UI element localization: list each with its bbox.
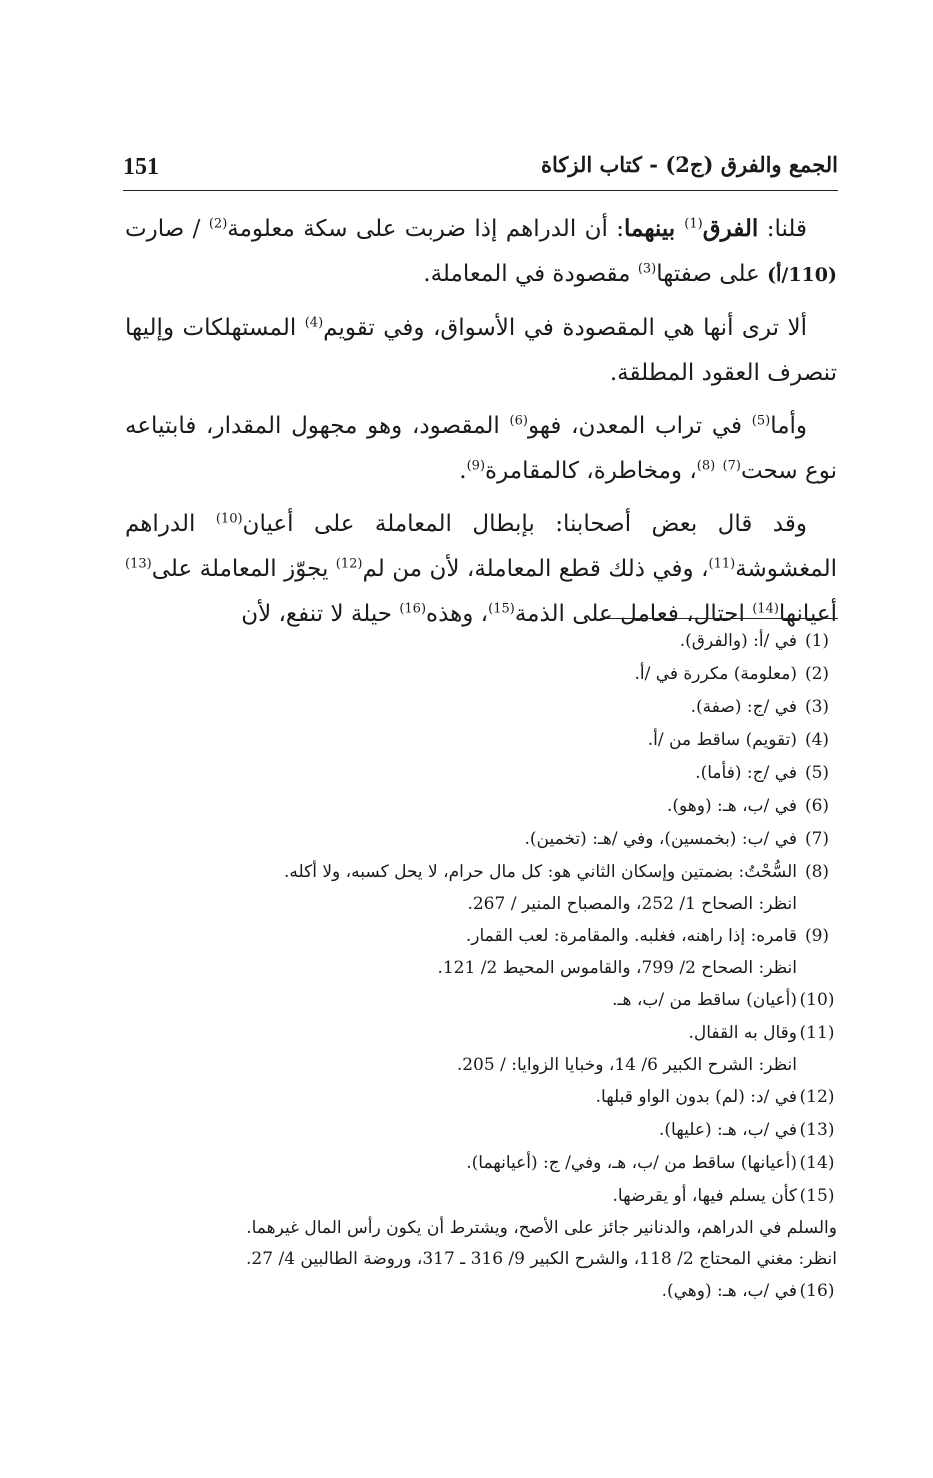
- text-run: على صفتها: [656, 261, 768, 287]
- footnote-ref: (7): [722, 458, 741, 474]
- footnote-item: [125, 1275, 837, 1308]
- footnote-item: [125, 1180, 837, 1275]
- footnote-item: [125, 823, 837, 856]
- footnote-body: [125, 691, 797, 724]
- footnote-ref: (9): [466, 458, 486, 474]
- footnotes: [125, 625, 837, 1308]
- footnote-number: (9): [804, 926, 830, 946]
- text-run: مقصودة في المعاملة.: [423, 261, 638, 287]
- text-run: أعيانها: [778, 601, 837, 627]
- text-run: في تراب المعدن، فهو: [527, 413, 752, 439]
- text-run: احتال، فعامل على الذمة: [514, 601, 753, 627]
- footnote-number: (8): [804, 862, 830, 882]
- footnote-text: في /ب، هـ: (وهي).: [661, 1281, 797, 1301]
- footnote-text: في /ب: (بخمسين)، وفي /هـ: (تخمين).: [524, 829, 797, 849]
- paragraph-4: [125, 502, 837, 637]
- footnote-number: (5): [804, 763, 830, 783]
- footnote-number: (10): [799, 990, 835, 1010]
- paragraph-1: [125, 206, 837, 298]
- footnote-reference: انظر: الصحاح 1/ 252، والمصباح المنير / 267.: [467, 894, 797, 914]
- manuscript-folio-marker: (110/أ): [767, 264, 837, 286]
- text-run: ، وفي ذلك قطع المعاملة، لأن من لم: [362, 556, 709, 582]
- footnote-text: (تقويم) ساقط من /أ.: [647, 730, 797, 750]
- footnote-text: (معلومة) مكررة في /أ.: [634, 664, 797, 684]
- footnote-reference: انظر: الصحاح 2/ 799، والقاموس المحيط 2/ 121.: [437, 958, 797, 978]
- footnote-text: كأن يسلم فيها، أو يقرضها.: [612, 1186, 797, 1206]
- footnote-number: (1): [804, 631, 830, 651]
- paragraph-3: [125, 404, 837, 494]
- footnote-number: (14): [799, 1153, 835, 1173]
- footnote-body: [125, 984, 797, 1017]
- text-run: ألا ترى أنها هي المقصودة في الأسواق، وفي تقويم: [323, 315, 807, 341]
- text-run: يجوّز المعاملة على: [151, 556, 336, 582]
- footnote-item: [125, 790, 837, 823]
- footnote-reference: انظر: مغني المحتاج 2/ 118، والشرح الكبير 9/ 316 ـ 317، وروضة الطالبين 4/ 27.: [246, 1249, 837, 1269]
- footnote-item: [125, 1081, 837, 1114]
- footnote-reference: والسلم في الدراهم، والدنانير جائز على الأصح، ويشترط أن يكون رأس المال غيرهما.: [246, 1218, 837, 1238]
- footnote-ref: (2): [208, 216, 228, 232]
- text-run: وأما: [770, 413, 808, 439]
- footnote-ref: (6): [509, 413, 528, 429]
- footnote-text: في /ج: (فأما).: [695, 763, 797, 783]
- footnote-body: [125, 856, 797, 920]
- footnote-body: [125, 920, 797, 984]
- footnote-text: السُّحْتُ: بضمتين وإسكان الثاني هو: كل مال حرام، لا يحل كسبه، ولا أكله.: [284, 862, 797, 882]
- footnote-item: [125, 658, 837, 691]
- footnote-ref: (10): [215, 511, 243, 527]
- text-run: قلنا:: [758, 216, 808, 242]
- footnote-number: (11): [799, 1023, 835, 1043]
- footnote-text: قامره: إذا راهنه، فغلبه. والمقامرة: لعب القمار.: [465, 926, 797, 946]
- text-run: حيلة لا تنفع، لأن: [241, 601, 400, 627]
- footnote-ref: (15): [488, 601, 515, 617]
- footnote-item: [125, 757, 837, 790]
- footnote-number: (3): [804, 697, 830, 717]
- page-number: 151: [123, 154, 159, 180]
- footnote-number: (12): [799, 1087, 835, 1107]
- footnote-body: [125, 1081, 797, 1114]
- footnote-body: [125, 1114, 797, 1147]
- footnote-ref: (16): [399, 601, 427, 617]
- footnote-number: (13): [799, 1120, 835, 1140]
- footnote-text: (أعيانها) ساقط من /ب، هـ، وفي/ ج: (أعيانهما).: [466, 1153, 797, 1173]
- footnote-ref: (12): [335, 556, 363, 572]
- footnote-body: [125, 1017, 797, 1081]
- footnote-item: [125, 724, 837, 757]
- footnote-item: [125, 625, 837, 658]
- footnote-ref: (11): [708, 556, 736, 572]
- footnote-ref: (5): [751, 413, 771, 429]
- text-run: المقصود، وهو مجهول المقدار، فابتياعه نوع سحت: [125, 413, 837, 484]
- text-run: الدراهم المغشوشة: [125, 511, 837, 582]
- footnote-item: [125, 1147, 837, 1180]
- footnote-ref: (3): [637, 261, 657, 277]
- text-run: ، ومخاطرة، كالمقامرة: [485, 458, 697, 484]
- footnote-body: [125, 1147, 797, 1180]
- footnote-body: [125, 625, 797, 658]
- text-run: / صارت: [125, 216, 209, 242]
- footnote-number: (15): [799, 1186, 835, 1206]
- footnote-body: [125, 724, 797, 757]
- footnote-ref: (13): [125, 556, 152, 572]
- text-run: : أن الدراهم إذا ضربت على سكة معلومة: [227, 216, 625, 242]
- footnote-ref: (8): [696, 458, 716, 474]
- book-title: الجمع والفرق (ج2) - كتاب الزكاة: [540, 152, 838, 177]
- footnote-body: [125, 823, 797, 856]
- footnote-body: [125, 757, 797, 790]
- footnote-item: [125, 1114, 837, 1147]
- main-text: [125, 206, 837, 645]
- footnote-text: في /ب، هـ: (وهو).: [666, 796, 797, 816]
- footnote-number: (16): [799, 1281, 835, 1301]
- footnote-ref: (4): [304, 315, 324, 331]
- footnote-number: (4): [804, 730, 830, 750]
- paragraph-2: [125, 306, 837, 396]
- footnote-text: وقال به القفال.: [688, 1023, 797, 1043]
- footnote-item: [125, 691, 837, 724]
- footnote-body: [125, 790, 797, 823]
- text-run: المستهلكات وإليها تنصرف العقود المطلقة.: [125, 315, 837, 386]
- footnote-item: [125, 920, 837, 984]
- footnote-text: في /أ: (والفرق).: [679, 631, 797, 651]
- footnote-text: في /ب، هـ: (عليها).: [659, 1120, 797, 1140]
- footnote-body: [125, 658, 797, 691]
- footnote-text: في /ج: (صفة).: [690, 697, 797, 717]
- footnote-reference: انظر: الشرح الكبير 6/ 14، وخبايا الزوايا: / 205.: [456, 1055, 797, 1075]
- footnote-ref: (1): [684, 216, 703, 232]
- bold-term: الفرق: [702, 215, 759, 242]
- footnote-number: (6): [804, 796, 830, 816]
- footnote-item: [125, 984, 837, 1017]
- footnote-item: [125, 1017, 837, 1081]
- footnote-divider: [600, 618, 838, 619]
- footnote-number: (7): [804, 829, 830, 849]
- footnote-number: (2): [804, 664, 830, 684]
- footnote-ref: (14): [752, 601, 779, 617]
- footnote-text: في /د: (لم) بدون الواو قبلها.: [595, 1087, 797, 1107]
- text-run: ، وهذه: [426, 601, 489, 627]
- footnote-body: [125, 1275, 797, 1308]
- footnote-item: [125, 856, 837, 920]
- footnote-text: (أعيان) ساقط من /ب، هـ.: [612, 990, 797, 1010]
- text-run: .: [459, 458, 467, 484]
- text-run: وقد قال بعض أصحابنا: بإبطال المعاملة على أعيان: [242, 511, 807, 537]
- running-header: [123, 150, 838, 191]
- bold-term: بينهما: [624, 215, 685, 242]
